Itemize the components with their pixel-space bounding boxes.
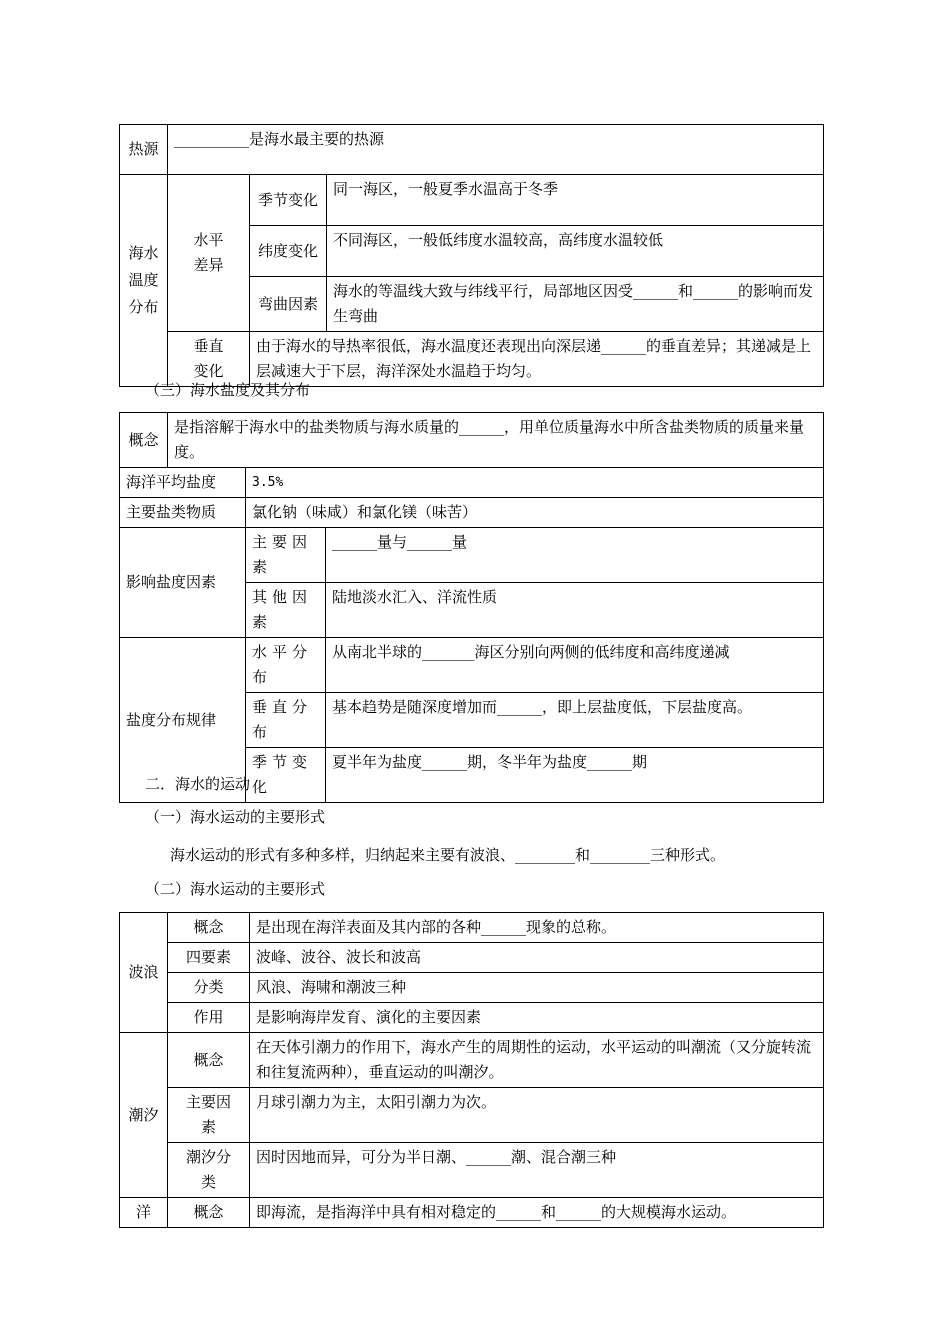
wave-role-text: 是影响海岸发育、演化的主要因素 — [250, 1003, 824, 1033]
wave-role-label: 作用 — [168, 1003, 250, 1033]
tide-types-text: 因时因地而异，可分为半日潮、______潮、混合潮三种 — [250, 1143, 824, 1198]
wave-concept-text: 是出现在海洋表面及其内部的各种______现象的总称。 — [250, 913, 824, 943]
wave-types-label: 分类 — [168, 973, 250, 1003]
tide-factor-label: 主要因素 — [168, 1088, 250, 1143]
motion-forms-paragraph: 海水运动的形式有多种多样，归纳起来主要有波浪、________和________三种形式。 — [170, 846, 726, 864]
seasonal-change-text: 同一海区，一般夏季水温高于冬季 — [327, 175, 824, 226]
section-salinity-title: （三）海水盐度及其分布 — [145, 381, 311, 399]
bend-factor-text: 海水的等温线大致与纬线平行，局部地区因受______和______的影响而发生弯曲 — [327, 277, 824, 332]
salinity-factors-label: 影响盐度因素 — [120, 528, 246, 638]
seasonal-variation-text: 夏半年为盐度______期，冬半年为盐度______期 — [326, 748, 824, 803]
temperature-distribution-label: 海水温度分布 — [120, 175, 168, 387]
temperature-table — [119, 124, 824, 387]
current-label: 洋 — [120, 1198, 168, 1228]
wave-elements-text: 波峰、波谷、波长和波高 — [250, 943, 824, 973]
vertical-change-text: 由于海水的导热率很低，海水温度还表现出向深层递______的垂直差异；其递减是上层减速大于下层，海洋深处水温趋于均匀。 — [250, 332, 824, 387]
horizontal-distribution-text: 从南北半球的_______海区分别向两侧的低纬度和高纬度递减 — [326, 638, 824, 693]
horizontal-difference-label: 水平差异 — [168, 175, 250, 332]
heat-source-text: __________是海水最主要的热源 — [168, 125, 824, 175]
tide-concept-text: 在天体引潮力的作用下，海水产生的周期性的运动，水平运动的叫潮流（又分旋转流和往复流两种），垂直运动的叫潮汐。 — [250, 1033, 824, 1088]
current-concept-label: 概念 — [168, 1198, 250, 1228]
motion-table — [119, 912, 824, 1228]
other-factor-label: 其他因素 — [246, 583, 326, 638]
horizontal-distribution-label: 水平分布 — [246, 638, 326, 693]
salinity-concept-text: 是指溶解于海水中的盐类物质与海水质量的______，用单位质量海水中所含盐类物质的质量来量度。 — [168, 413, 824, 468]
current-concept-text: 即海流，是指海洋中具有相对稳定的______和______的大规模海水运动。 — [250, 1198, 824, 1228]
subsection-forms-title: （一）海水运动的主要形式 — [145, 808, 326, 826]
wave-types-text: 风浪、海啸和潮波三种 — [250, 973, 824, 1003]
main-salts-value: 氯化钠（味咸）和氯化镁（味苦） — [246, 498, 824, 528]
salinity-table — [119, 412, 824, 803]
main-factor-label: 主要因素 — [246, 528, 326, 583]
latitude-change-label: 纬度变化 — [250, 226, 327, 277]
salinity-rules-label: 盐度分布规律 — [120, 638, 246, 803]
vertical-change-label: 垂直变化 — [168, 332, 250, 387]
main-salts-label: 主要盐类物质 — [120, 498, 246, 528]
bend-factor-label: 弯曲因素 — [250, 277, 327, 332]
tide-label: 潮汐 — [120, 1033, 168, 1198]
other-factor-text: 陆地淡水汇入、洋流性质 — [326, 583, 824, 638]
wave-concept-label: 概念 — [168, 913, 250, 943]
wave-elements-label: 四要素 — [168, 943, 250, 973]
heat-source-label: 热源 — [120, 125, 168, 175]
vertical-distribution-label: 垂直分布 — [246, 693, 326, 748]
tide-factor-text: 月球引潮力为主，太阳引潮力为次。 — [250, 1088, 824, 1143]
tide-concept-label: 概念 — [168, 1033, 250, 1088]
vertical-distribution-text: 基本趋势是随深度增加而______，即上层盐度低，下层盐度高。 — [326, 693, 824, 748]
seasonal-change-label: 季节变化 — [250, 175, 327, 226]
salinity-concept-label: 概念 — [120, 413, 168, 468]
section-motion-title: 二．海水的运动 — [145, 775, 251, 793]
main-factor-text: ______量与______量 — [326, 528, 824, 583]
wave-label: 波浪 — [120, 913, 168, 1033]
latitude-change-text: 不同海区，一般低纬度水温较高，高纬度水温较低 — [327, 226, 824, 277]
subsection-motion-title: （二）海水运动的主要形式 — [145, 880, 326, 898]
avg-salinity-label: 海洋平均盐度 — [120, 468, 246, 498]
avg-salinity-value: 3.5% — [246, 468, 824, 498]
seasonal-variation-label: 季节变化 — [246, 748, 326, 803]
tide-types-label: 潮汐分类 — [168, 1143, 250, 1198]
